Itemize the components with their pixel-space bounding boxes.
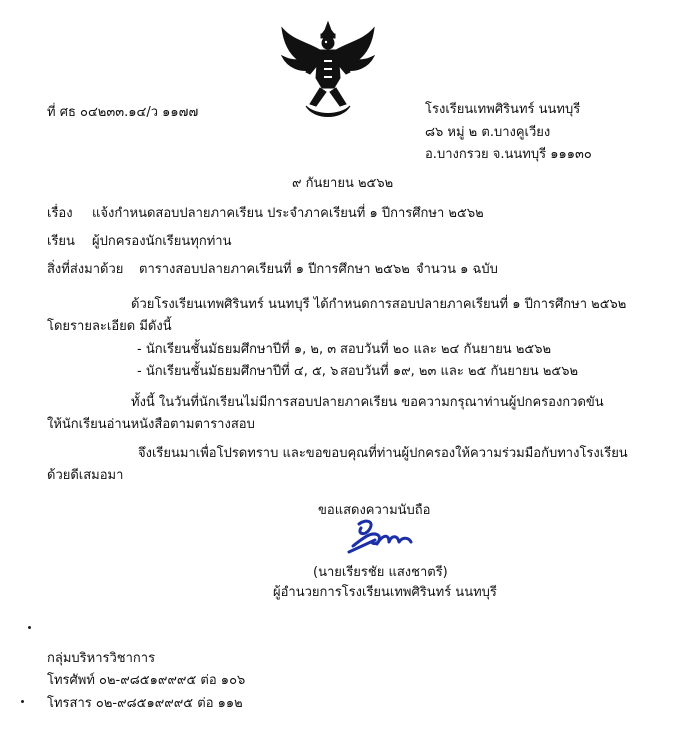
paragraph-3-line-1: จึงเรียนมาเพื่อโปรดทราบ และขอขอบคุณที่ท่านผู้ปกครองให้ความร่วมมือกับทางโรงเรียน <box>138 446 628 461</box>
address-line-1: ๘๖ หมู่ ๒ ต.บางคูเวียง <box>425 125 551 140</box>
enclosure-label: สิ่งที่ส่งมาด้วย <box>47 262 124 277</box>
subject-text: แจ้งกำหนดสอบปลายภาคเรียน ประจำภาคเรียนที่ ๑ ปีการศึกษา ๒๕๖๒ <box>92 206 484 221</box>
signer-title: ผู้อำนวยการโรงเรียนเทพศิรินทร์ นนทบุรี <box>273 585 497 600</box>
department-name: กลุ่มบริหารวิชาการ <box>47 651 156 666</box>
phone-number: โทรศัพท์ ๐๒-๙๘๕๑๙๙๙๕ ต่อ ๑๐๖ <box>47 673 246 688</box>
scan-speck <box>28 626 31 629</box>
scan-speck <box>21 700 24 703</box>
bullet-2-text: - นักเรียนชั้นมัธยมศึกษาปีที่ ๔, ๕, ๖ <box>137 364 339 379</box>
bullet-2-date: สอบวันที่ ๑๙, ๒๓ และ ๒๕ กันยายน ๒๕๖๒ <box>340 364 579 379</box>
enclosure-count: จำนวน ๑ ฉบับ <box>416 262 498 277</box>
enclosure-text: ตารางสอบปลายภาคเรียนที่ ๑ ปีการศึกษา ๒๕๖๒ <box>139 262 410 277</box>
subject-label: เรื่อง <box>47 206 73 221</box>
address-line-2: อ.บางกรวย จ.นนทบุรี ๑๑๑๓๐ <box>425 147 592 162</box>
bullet-1-text: - นักเรียนชั้นมัธยมศึกษาปีที่ ๑, ๒, ๓ <box>137 342 337 357</box>
closing-regards: ขอแสดงความนับถือ <box>318 503 431 518</box>
signature-image <box>345 516 417 556</box>
paragraph-2-line-1: ทั้งนี้ ในวันที่นักเรียนไม่มีการสอบปลายภาคเรียน ขอความกรุณาท่านผู้ปกครองกวดขัน <box>131 395 604 410</box>
school-name: โรงเรียนเทพศิรินทร์ นนทบุรี <box>425 102 581 117</box>
garuda-emblem-icon <box>276 20 380 122</box>
paragraph-3-line-2: ด้วยดีเสมอมา <box>47 468 124 483</box>
recipient-label: เรียน <box>47 234 75 249</box>
signer-name: (นายเรียรชัย แสงชาตรี) <box>313 565 448 580</box>
reference-number: ที่ ศธ ๐๔๒๓๓.๑๔/ว ๑๑๗๗ <box>47 105 199 120</box>
recipient-text: ผู้ปกครองนักเรียนทุกท่าน <box>92 234 232 249</box>
letter-date: ๙ กันยายน ๒๕๖๒ <box>292 176 394 191</box>
paragraph-1-line-2: โดยรายละเอียด มีดังนี้ <box>47 319 172 334</box>
paragraph-1-line-1: ด้วยโรงเรียนเทพศิรินทร์ นนทบุรี ได้กำหนดการสอบปลายภาคเรียนที่ ๑ ปีการศึกษา ๒๕๖๒ <box>131 297 627 312</box>
bullet-1-date: สอบวันที่ ๒๐ และ ๒๔ กันยายน ๒๕๖๒ <box>340 342 552 357</box>
fax-number: โทรสาร ๐๒-๙๘๕๑๙๙๙๕ ต่อ ๑๑๒ <box>47 696 243 711</box>
paragraph-2-line-2: ให้นักเรียนอ่านหนังสือตามตารางสอบ <box>47 417 255 432</box>
